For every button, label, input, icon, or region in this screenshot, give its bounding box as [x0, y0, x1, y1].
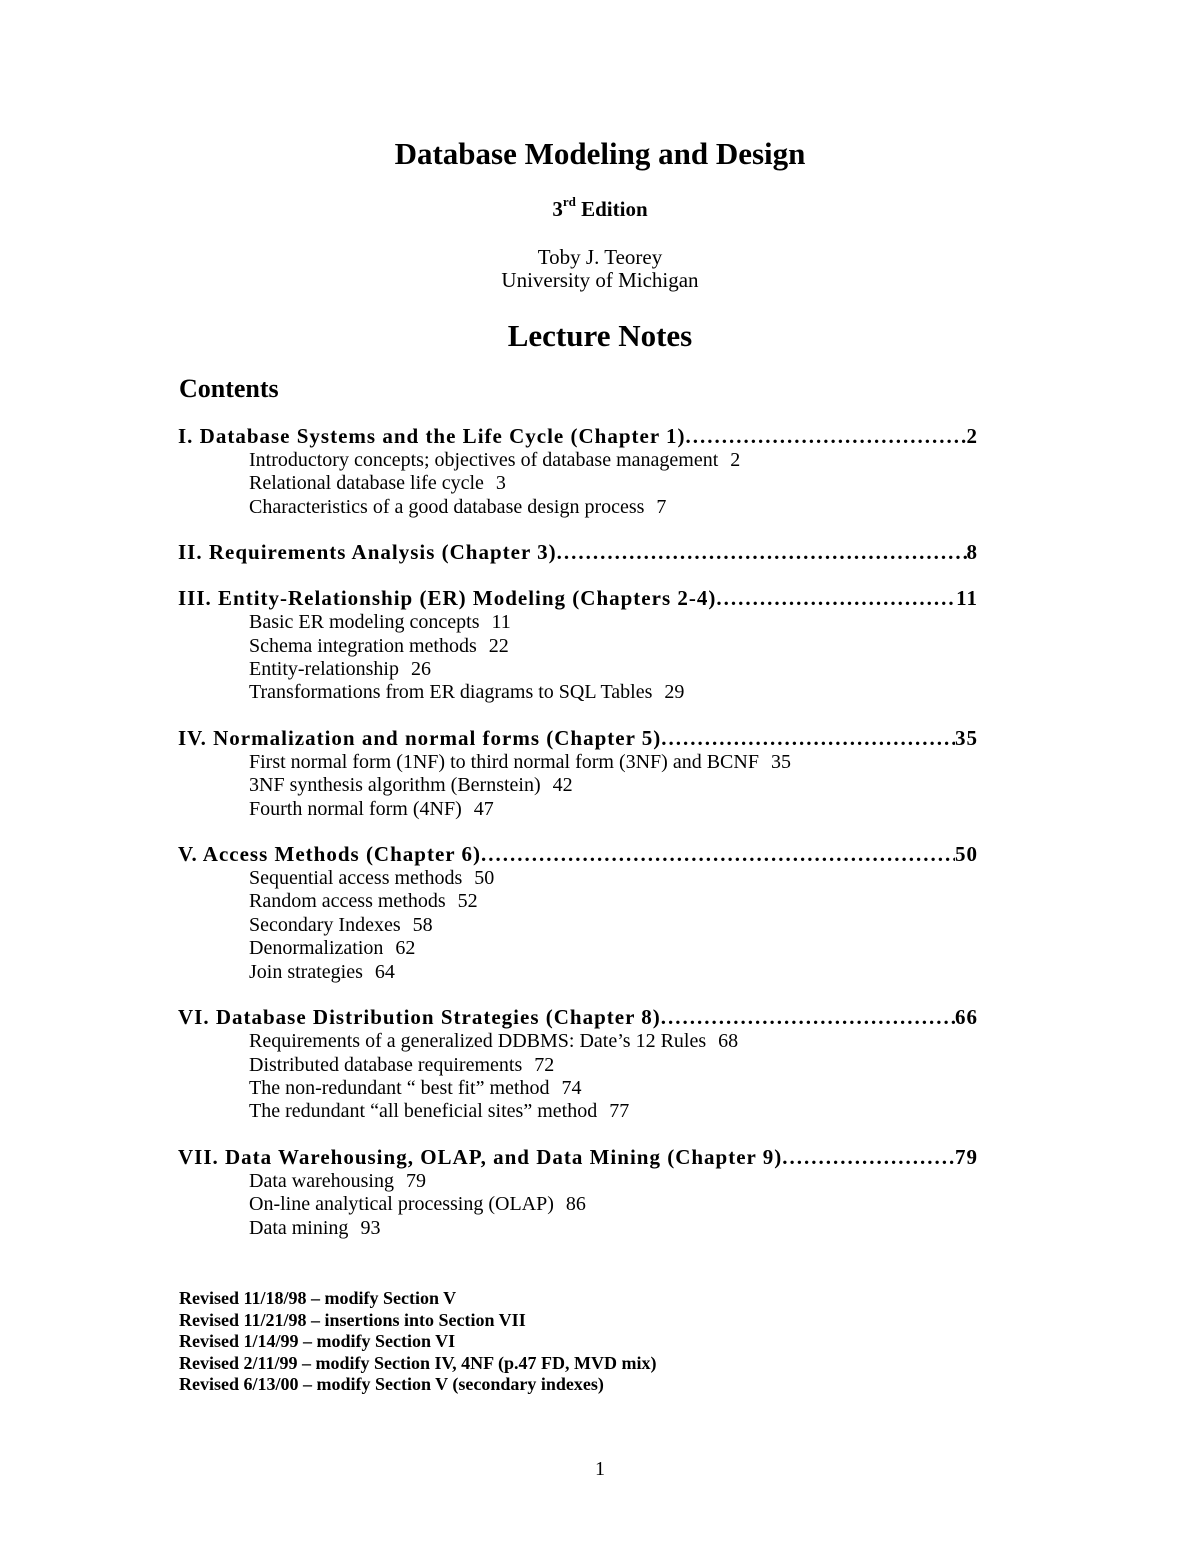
toc-item — [249, 1054, 978, 1077]
toc-item-label: Distributed database requirements — [249, 1053, 523, 1076]
author-affiliation: University of Michigan — [501, 268, 699, 292]
revision-line: Revised 11/21/98 – insertions into Section VII — [179, 1309, 526, 1330]
table-of-contents — [178, 424, 978, 1261]
dot-leader — [557, 540, 967, 565]
toc-item — [249, 890, 978, 913]
toc-item-page: 50 — [474, 867, 495, 890]
toc-item-page: 26 — [410, 658, 431, 681]
toc-item — [249, 798, 978, 821]
toc-section-heading — [178, 1005, 978, 1030]
toc-item-label: Denormalization — [249, 937, 384, 960]
toc-section — [178, 1005, 978, 1124]
toc-item — [249, 1030, 978, 1053]
toc-item-label: Data mining — [249, 1216, 349, 1239]
toc-item-page: 64 — [374, 960, 395, 983]
toc-item-page: 3 — [495, 472, 506, 495]
toc-item-page: 68 — [718, 1030, 739, 1053]
toc-item — [249, 1193, 978, 1216]
toc-item — [249, 658, 978, 681]
toc-item-label: First normal form (1NF) to third normal form (3NF) and BCNF — [249, 750, 759, 773]
toc-item-label: Introductory concepts; objectives of database management — [249, 449, 719, 471]
toc-item-label: Relational database life cycle — [249, 472, 484, 495]
revision-line: Revised 6/13/00 – modify Section V (secondary indexes) — [179, 1374, 604, 1395]
edition-number: 3 — [552, 197, 563, 221]
toc-item-page: 74 — [561, 1076, 582, 1099]
toc-section-heading — [178, 586, 978, 611]
toc-section — [178, 540, 978, 565]
toc-item-label: Join strategies — [249, 960, 363, 983]
toc-section — [178, 842, 978, 984]
toc-item — [249, 472, 978, 495]
contents-heading: Contents — [179, 374, 279, 403]
dot-leader — [661, 726, 955, 751]
toc-item-label: Transformations from ER diagrams to SQL Tables — [249, 681, 653, 704]
toc-section — [178, 424, 978, 519]
author-name: Toby J. Teorey — [537, 245, 663, 269]
toc-item-page: 42 — [552, 774, 573, 797]
toc-item-page: 58 — [412, 913, 433, 936]
toc-item-page: 47 — [473, 797, 494, 820]
toc-item-label: Fourth normal form (4NF) — [249, 797, 462, 820]
toc-item — [249, 1100, 978, 1123]
dot-leader — [716, 586, 956, 611]
toc-section-heading — [178, 842, 978, 867]
toc-item — [249, 1217, 978, 1240]
toc-item — [249, 681, 978, 704]
dot-leader — [481, 842, 955, 867]
toc-item-label: Sequential access methods — [249, 867, 463, 890]
toc-item — [249, 496, 978, 519]
dot-leader — [661, 1005, 955, 1030]
toc-item-label: On-line analytical processing (OLAP) — [249, 1193, 554, 1216]
toc-section-page: 35 — [955, 725, 978, 750]
toc-section — [178, 1145, 978, 1240]
toc-item-page: 86 — [565, 1193, 586, 1216]
toc-section-page: 11 — [956, 586, 978, 611]
toc-subitems — [178, 611, 978, 705]
toc-item-label: Schema integration methods — [249, 634, 477, 657]
toc-section-title: I. Database Systems and the Life Cycle (Chapter 1) — [178, 424, 686, 448]
toc-item-label: Entity-relationship — [249, 658, 399, 681]
toc-section-title: II. Requirements Analysis (Chapter 3) — [178, 540, 557, 565]
toc-item-label: Basic ER modeling concepts — [249, 611, 480, 634]
toc-section-heading — [178, 424, 978, 449]
toc-section-title: VII. Data Warehousing, OLAP, and Data Mining (Chapter 9) — [178, 1144, 783, 1169]
toc-section-page: 2 — [966, 424, 978, 448]
toc-item-label: The redundant “all beneficial sites” method — [249, 1100, 598, 1123]
toc-item — [249, 1170, 978, 1193]
dot-leader — [782, 1145, 955, 1170]
toc-item — [249, 449, 978, 472]
toc-item — [249, 1077, 978, 1100]
toc-item — [249, 914, 978, 937]
toc-item — [249, 961, 978, 984]
edition-suffix: rd — [562, 194, 576, 209]
toc-item — [249, 751, 978, 774]
document-title: Database Modeling and Design — [394, 136, 806, 171]
toc-item-page: 77 — [609, 1100, 630, 1123]
toc-item-page: 7 — [656, 495, 667, 518]
toc-section-title: V. Access Methods (Chapter 6) — [178, 842, 481, 867]
toc-item-page: 35 — [770, 750, 791, 773]
toc-section-heading — [178, 540, 978, 565]
toc-item-page: 93 — [360, 1216, 381, 1239]
toc-item — [249, 635, 978, 658]
subtitle: Lecture Notes — [507, 318, 693, 353]
toc-subitems — [178, 449, 978, 519]
toc-item-page: 22 — [488, 634, 509, 657]
toc-section-heading — [178, 726, 978, 751]
toc-item — [249, 611, 978, 634]
toc-item-label: Data warehousing — [249, 1169, 394, 1192]
toc-item-label: Requirements of a generalized DDBMS: Date’s 12 Rules — [249, 1030, 707, 1053]
toc-item-label: Random access methods — [249, 890, 446, 913]
toc-subitems — [178, 1170, 978, 1240]
toc-item-page: 72 — [534, 1053, 555, 1076]
toc-section-page: 8 — [966, 540, 978, 565]
edition-line — [0, 196, 1200, 222]
revision-line: Revised 1/14/99 – modify Section VI — [179, 1331, 456, 1352]
revision-notes — [179, 1288, 656, 1396]
toc-section-page: 66 — [955, 1005, 978, 1030]
toc-subitems — [178, 867, 978, 984]
dot-leader — [686, 424, 967, 449]
toc-item-page: 29 — [664, 681, 685, 704]
edition-label: Edition — [581, 197, 648, 221]
toc-item-label: Characteristics of a good database design process — [249, 495, 645, 518]
toc-item-page: 79 — [405, 1169, 426, 1192]
toc-item-page: 62 — [395, 937, 416, 960]
toc-section-title: III. Entity-Relationship (ER) Modeling (Chapters 2-4) — [178, 586, 717, 611]
toc-item-label: 3NF synthesis algorithm (Bernstein) — [249, 774, 541, 797]
toc-section-title: IV. Normalization and normal forms (Chapter 5) — [178, 725, 662, 750]
toc-item-page: 11 — [491, 611, 511, 634]
author-block — [0, 246, 1200, 292]
toc-item-label: Secondary Indexes — [249, 913, 401, 936]
toc-item — [249, 937, 978, 960]
toc-section-page: 79 — [955, 1144, 978, 1169]
toc-item-page: 52 — [457, 890, 478, 913]
toc-item-page: 2 — [730, 449, 741, 471]
revision-line: Revised 11/18/98 – modify Section V — [179, 1288, 457, 1308]
page-number: 1 — [595, 1458, 605, 1480]
toc-section-heading — [178, 1145, 978, 1170]
toc-section-page: 50 — [955, 842, 978, 867]
toc-item — [249, 867, 978, 890]
toc-subitems — [178, 751, 978, 821]
toc-item — [249, 774, 978, 797]
toc-subitems — [178, 1030, 978, 1124]
toc-section-title: VI. Database Distribution Strategies (Chapter 8) — [178, 1005, 661, 1030]
toc-section — [178, 586, 978, 705]
toc-section — [178, 726, 978, 821]
toc-item-label: The non-redundant “ best fit” method — [249, 1076, 550, 1099]
revision-line: Revised 2/11/99 – modify Section IV, 4NF (p.47 FD, MVD mix) — [179, 1352, 657, 1373]
